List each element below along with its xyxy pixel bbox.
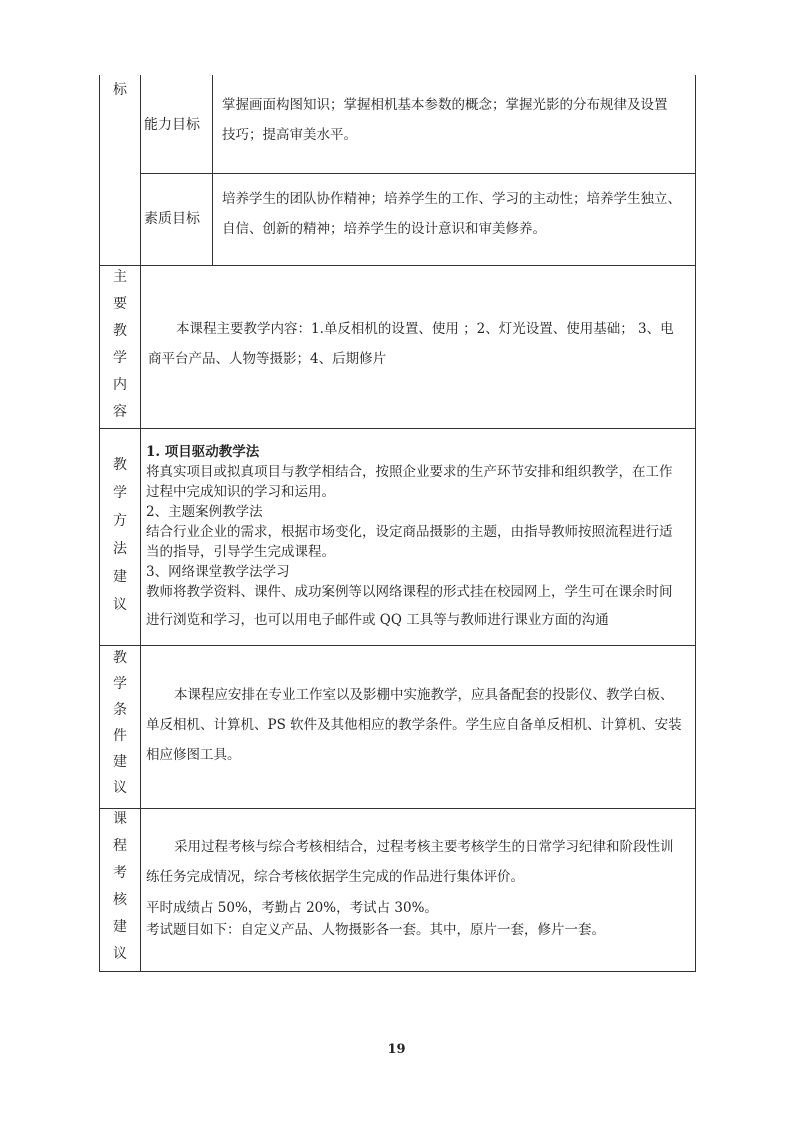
ability-quality-divider — [140, 173, 696, 174]
main-content-label: 主 要 教 学 内 容 — [113, 269, 127, 420]
method-heading-1: 1. 项目驱动教学法 — [146, 444, 260, 460]
row-divider-2 — [99, 428, 696, 429]
quality-goal-text: 培养学生的团队协作精神；培养学生的工作、学习的主动性；培养学生独立、 自信、创新的精神；培养学生的设计意识和审美修养。 — [222, 191, 681, 237]
main-content-text: 本课程主要教学内容：1.单反相机的设置、使用 ；2、灯光设置、使用基础； 3、电 商平台产品、人物等摄影；4、后期修片 — [148, 321, 674, 367]
ability-goal-label: 能力目标 — [144, 117, 200, 133]
teaching-methods-label: 教 学 方 法 建 议 — [113, 457, 127, 613]
teaching-methods-text: 1. 项目驱动教学法 将真实项目或拟真项目与教学相结合，按照企业要求的生产环节安排和组织教学，在工作 过程中完成知识的学习和运用。 2、主题案例教学法 结合行业企业的需求，根据市场变化，设定商品摄影的主题，由指导教师按照流程进行适 当的指导，引导学生完成课程。 3、网络课堂教学法学习 教师将教学资料、课件、成功案例等以网络课程的形式挂在校园网上，学生可在课余时间 进行浏览和学习，也可以用电子邮件或 QQ 工具等与教师进行课业方面的沟通 — [146, 442, 691, 630]
course-assessment-text: 采用过程考核与综合考核相结合，过程考核主要考核学生的日常学习纪律和阶段性训 练任务完成情况，综合考核依据学生完成的作品进行集体评价。 — [146, 839, 674, 885]
method-heading-2: 2、主题案例教学法 — [146, 504, 263, 520]
row-divider-1 — [99, 265, 696, 266]
method-heading-3: 3、网络课堂教学法学习 — [146, 564, 290, 580]
table-border-right — [695, 75, 696, 972]
objectives-label: 标 — [113, 82, 127, 98]
row-divider-3 — [99, 645, 696, 646]
course-assessment-label: 课 程 考 核 建 议 — [113, 811, 127, 962]
sublabel-column-divider — [212, 75, 213, 265]
page-number: 19 — [387, 1042, 406, 1057]
row-divider-4 — [99, 808, 696, 809]
course-assessment-details: 平时成绩占 50%，考勤占 20%，考试占 30%。 考试题目如下：自定义产品、人物摄影各一套。其中，原片一套，修片一套。 — [146, 900, 605, 938]
ability-goal-text: 掌握画面构图知识；掌握相机基本参数的概念；掌握光影的分布规律及设置 技巧；提高审美水平。 — [222, 97, 668, 143]
teaching-conditions-text: 本课程应安排在专业工作室以及影棚中实施教学，应具备配套的投影仪、教学白板、 单反相机、计算机、PS 软件及其他相应的教学条件。学生应自备单反相机、计算机、安装 相应修图工具。 — [146, 687, 682, 763]
quality-goal-label: 素质目标 — [144, 211, 200, 227]
teaching-conditions-label: 教 学 条 件 建 议 — [113, 650, 127, 796]
table-border-bottom — [99, 971, 696, 972]
